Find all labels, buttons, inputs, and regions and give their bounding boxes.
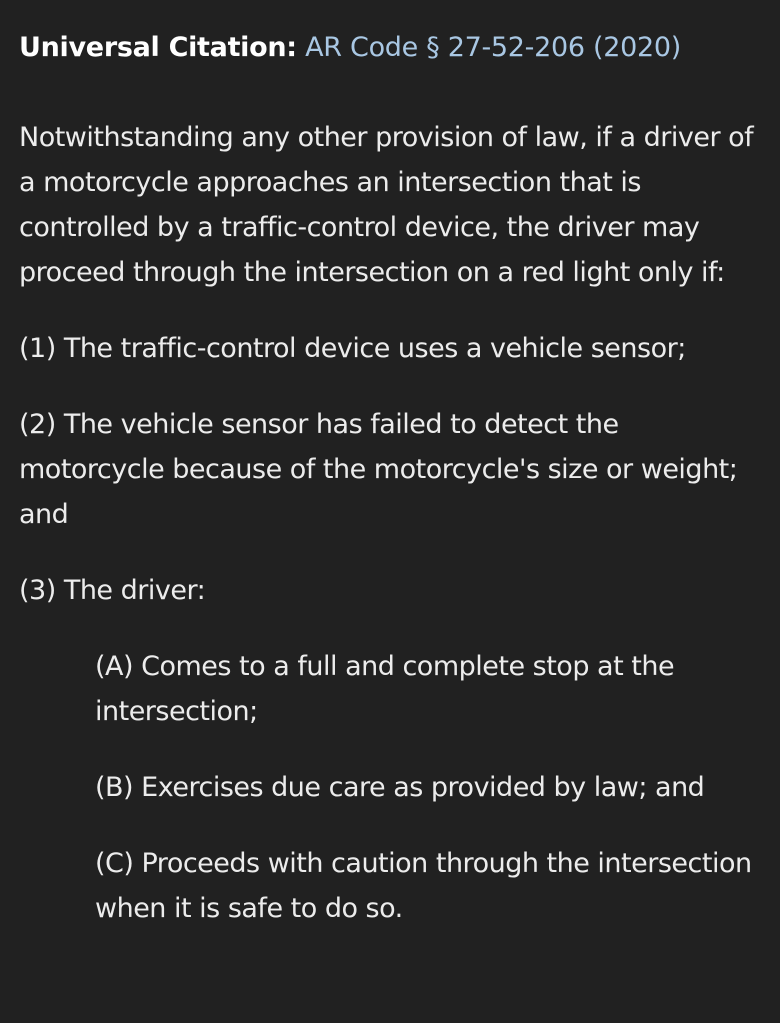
- statute-page: [19, 28, 767, 931]
- statute-subitem-b: (B) Exercises due care as provided by law; and: [95, 772, 705, 803]
- statute-subitem-c: (C) Proceeds with caution through the intersection when it is safe to do so.: [95, 848, 752, 924]
- statute-item-2: (2) The vehicle sensor has failed to detect the motorcycle because of the motorcycle's size or weight; and: [19, 409, 738, 530]
- citation-label: Universal Citation:: [19, 32, 297, 63]
- statute-item-3: (3) The driver:: [19, 575, 206, 606]
- universal-citation: [19, 28, 767, 68]
- statute-item-1: (1) The traffic-control device uses a vehicle sensor;: [19, 333, 686, 364]
- statute-subitem-a: (A) Comes to a full and complete stop at the intersection;: [95, 651, 675, 727]
- citation-link[interactable]: AR Code § 27-52-206 (2020): [305, 32, 682, 63]
- statute-intro: Notwithstanding any other provision of law, if a driver of a motorcycle approaches an intersection that is controlled by a traffic-control device, the driver may proceed through the intersection on a red light only if:: [19, 122, 754, 288]
